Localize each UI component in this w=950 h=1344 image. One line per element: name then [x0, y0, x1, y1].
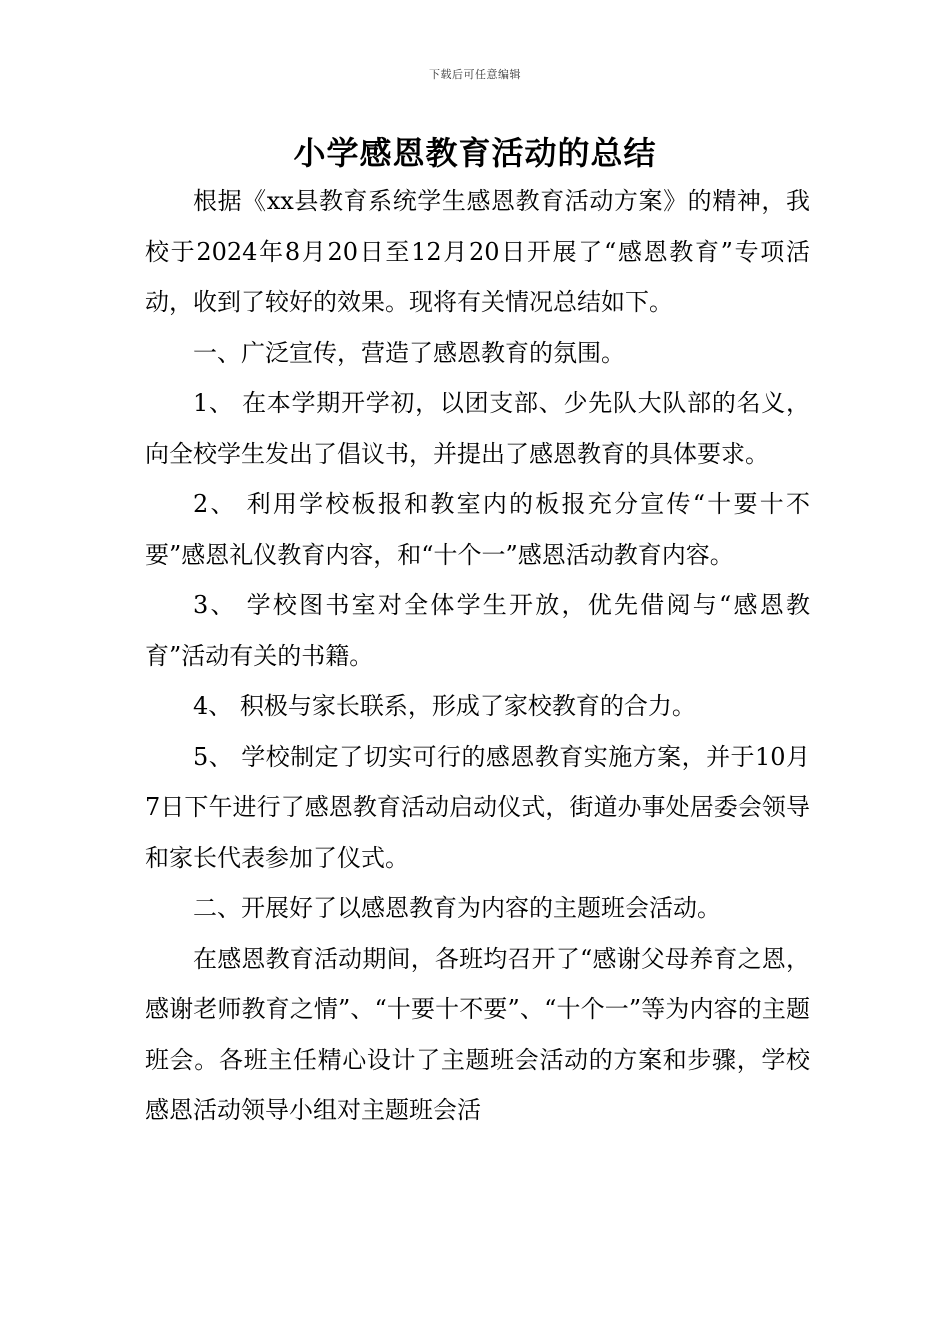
list-item-3: 3、 学校图书室对全体学生开放，优先借阅与“感恩教育”活动有关的书籍。: [145, 591, 810, 670]
list-item-2: 2、 利用学校板报和教室内的板报充分宣传“十要十不要”感恩礼仪教育内容，和“十个一”感恩活动教育内容。: [145, 490, 810, 569]
section-heading-2: 二、开展好了以感恩教育为内容的主题班会活动。: [193, 894, 721, 922]
paragraph-class-meetings: 在感恩教育活动期间，各班均召开了“感谢父母养育之恩，感谢老师教育之情”、“十要十不要”、“十个一”等为内容的主题班会。各班主任精心设计了主题班会活动的方案和步骤，学校感恩活动领导小组对主题班会活: [145, 944, 810, 1124]
list-item-5: 5、 学校制定了切实可行的感恩教育实施方案，并于10月7日下午进行了感恩教育活动启动仪式，街道办事处居委会领导和家长代表参加了仪式。: [145, 742, 810, 872]
header-note: 下载后可任意编辑: [429, 68, 521, 81]
section-heading-1: 一、广泛宣传，营造了感恩教育的氛围。: [193, 338, 625, 367]
paragraph-intro: 根据《xx县教育系统学生感恩教育活动方案》的精神，我校于2024年8月20日至12月20日开展了“感恩教育”专项活动，收到了较好的效果。现将有关情况总结如下。: [145, 187, 810, 316]
document-body: [145, 176, 810, 1136]
document-title: 小学感恩教育活动的总结: [293, 134, 657, 172]
list-item-4: 4、 积极与家长联系，形成了家校教育的合力。: [193, 692, 696, 720]
list-item-1: 1、 在本学期开学初，以团支部、少先队大队部的名义，向全校学生发出了倡议书，并提出了感恩教育的具体要求。: [145, 389, 810, 468]
